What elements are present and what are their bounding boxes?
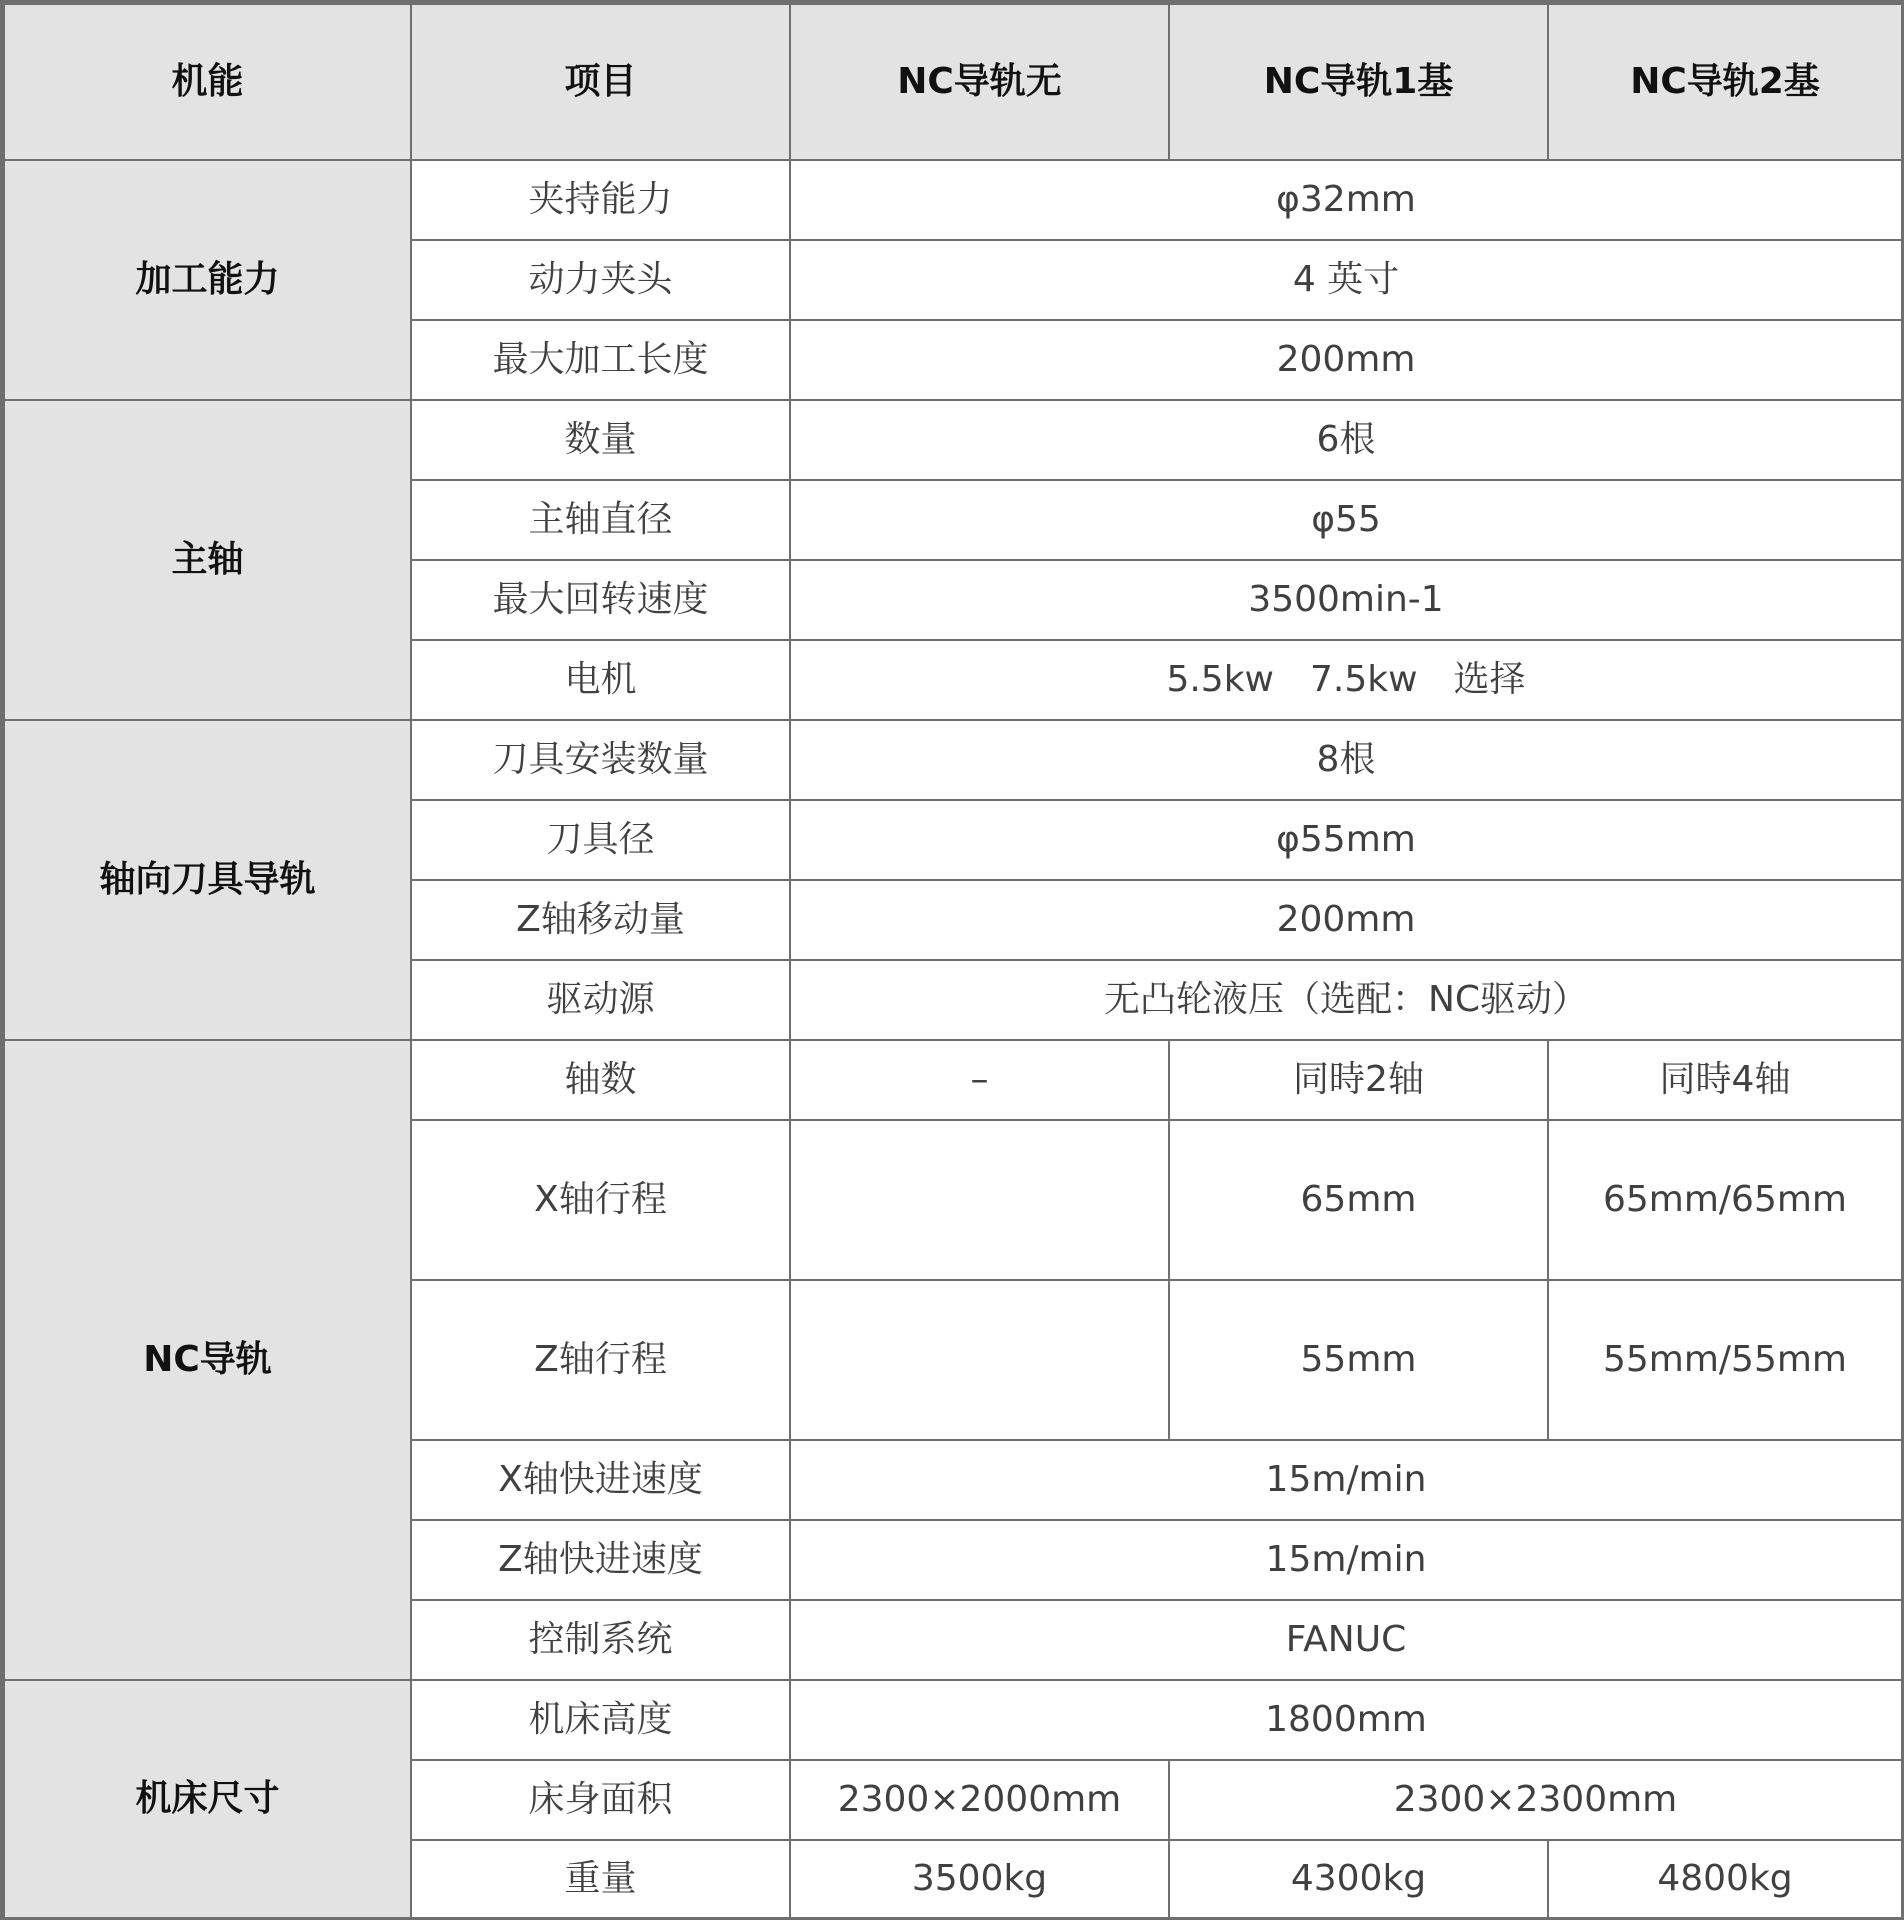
item-value: 15m/min: [790, 1520, 1902, 1600]
item-value: 6根: [790, 400, 1902, 480]
category-nc-guide: NC导轨: [4, 1040, 411, 1680]
item-label: X轴行程: [411, 1120, 790, 1280]
table-row: [4, 720, 1902, 800]
item-label: 床身面积: [411, 1760, 790, 1840]
item-label: 主轴直径: [411, 480, 790, 560]
value-nc-none: 2300×2000mm: [790, 1760, 1169, 1840]
item-label: 重量: [411, 1840, 790, 1918]
header-nc-two: NC导轨2基: [1548, 4, 1902, 160]
value-nc-two: 55mm/55mm: [1548, 1280, 1902, 1440]
item-label: 最大回转速度: [411, 560, 790, 640]
category-axial-tool: 轴向刀具导轨: [4, 720, 411, 1040]
item-label: 轴数: [411, 1040, 790, 1120]
item-label: 控制系统: [411, 1600, 790, 1680]
item-value: φ55mm: [790, 800, 1902, 880]
item-label: 最大加工长度: [411, 320, 790, 400]
header-row: [4, 4, 1902, 160]
table-row: [4, 1040, 1902, 1120]
value-nc-none-empty: [790, 1280, 1169, 1440]
table-row: [4, 160, 1902, 240]
value-nc-one: 同時2轴: [1169, 1040, 1548, 1120]
value-nc-two: 4800kg: [1548, 1840, 1902, 1918]
item-value: 4 英寸: [790, 240, 1902, 320]
value-nc-two: 同時4轴: [1548, 1040, 1902, 1120]
item-value: 1800mm: [790, 1680, 1902, 1760]
item-label: 数量: [411, 400, 790, 480]
header-nc-one: NC导轨1基: [1169, 4, 1548, 160]
item-value: 15m/min: [790, 1440, 1902, 1520]
value-nc-one: 4300kg: [1169, 1840, 1548, 1918]
table-row: [4, 400, 1902, 480]
item-label: Z轴移动量: [411, 880, 790, 960]
header-nc-none: NC导轨无: [790, 4, 1169, 160]
category-machine-size: 机床尺寸: [4, 1680, 411, 1918]
item-label: X轴快进速度: [411, 1440, 790, 1520]
item-value: φ55: [790, 480, 1902, 560]
item-value: 200mm: [790, 880, 1902, 960]
category-machining: 加工能力: [4, 160, 411, 400]
header-item: 项目: [411, 4, 790, 160]
item-value: 3500min-1: [790, 560, 1902, 640]
value-nc-one: 65mm: [1169, 1120, 1548, 1280]
item-value: 200mm: [790, 320, 1902, 400]
item-label: 机床高度: [411, 1680, 790, 1760]
value-nc-one-two: 2300×2300mm: [1169, 1760, 1902, 1840]
value-nc-one: 55mm: [1169, 1280, 1548, 1440]
item-value: 5.5kw 7.5kw 选择: [790, 640, 1902, 720]
item-label: 刀具安装数量: [411, 720, 790, 800]
category-spindle: 主轴: [4, 400, 411, 720]
item-value: φ32mm: [790, 160, 1902, 240]
item-label: 动力夹头: [411, 240, 790, 320]
item-label: Z轴行程: [411, 1280, 790, 1440]
table-row: [4, 1680, 1902, 1760]
item-label: 夹持能力: [411, 160, 790, 240]
item-value: FANUC: [790, 1600, 1902, 1680]
spec-table: [3, 3, 1903, 1919]
value-nc-none-empty: [790, 1120, 1169, 1280]
item-label: 驱动源: [411, 960, 790, 1040]
value-nc-none: 3500kg: [790, 1840, 1169, 1918]
item-label: Z轴快进速度: [411, 1520, 790, 1600]
item-label: 电机: [411, 640, 790, 720]
item-label: 刀具径: [411, 800, 790, 880]
item-value: 8根: [790, 720, 1902, 800]
item-value: 无凸轮液压（选配：NC驱动）: [790, 960, 1902, 1040]
value-nc-two: 65mm/65mm: [1548, 1120, 1902, 1280]
value-nc-none: –: [790, 1040, 1169, 1120]
header-function: 机能: [4, 4, 411, 160]
